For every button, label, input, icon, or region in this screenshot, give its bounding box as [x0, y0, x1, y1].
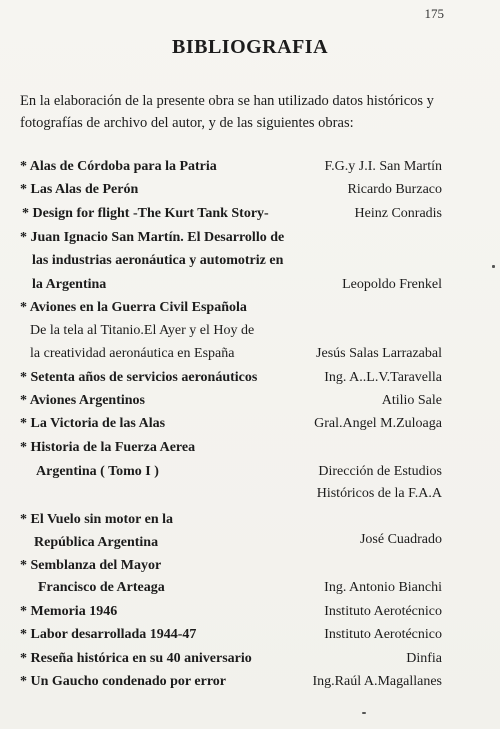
entry-author: Jesús Salas Larrazabal [316, 346, 442, 361]
entry-title-line: * Design for flight -The Kurt Tank Story- [22, 206, 269, 221]
intro-line: En la elaboración de la presente obra se han utilizado datos históricos y [20, 93, 434, 109]
entry-author: Instituto Aerotécnico [324, 627, 442, 642]
entry-title-line: Francisco de Arteaga [38, 580, 165, 595]
entry-author: José Cuadrado [359, 532, 442, 547]
entry-author: F.G.y J.I. San Martín [324, 159, 442, 174]
entry-author: Ing.Raúl A.Magallanes [312, 674, 442, 689]
page-number: 175 [424, 6, 444, 21]
entry-subtitle-line: la creatividad aeronáutica en España [30, 346, 235, 361]
entry-title-line: Argentina ( Tomo I ) [36, 464, 159, 479]
entry-title-line: las industrias aeronáutica y automotriz en [32, 253, 284, 268]
entry-author: Ing. Antonio Bianchi [324, 580, 442, 595]
entry-author: Leopoldo Frenkel [342, 277, 442, 292]
print-speck [492, 265, 495, 268]
entry-author: Heinz Conradis [354, 206, 442, 221]
entry-author: Dirección de Estudios [318, 464, 442, 479]
entry-author: Instituto Aerotécnico [324, 604, 442, 619]
intro-line: fotografías de archivo del autor, y de las siguientes obras: [20, 115, 354, 131]
entry-title-line: * Las Alas de Perón [20, 182, 139, 197]
entry-subtitle-line: De la tela al Titanio.El Ayer y el Hoy de [30, 323, 255, 338]
entry-title-line: * Labor desarrollada 1944-47 [20, 627, 197, 642]
entry-title-line: * Setenta años de servicios aeronáuticos [20, 370, 258, 385]
print-speck [362, 712, 366, 714]
entry-title-line: República Argentina [34, 535, 159, 550]
page-title: BIBLIOGRAFIA [171, 36, 329, 58]
entry-author: Históricos de la F.A.A [316, 486, 442, 501]
entry-title-line: * Aviones en la Guerra Civil Española [20, 300, 247, 315]
entry-author: Ing. A..L.V.Taravella [324, 370, 442, 385]
entry-title-line: * Aviones Argentinos [20, 393, 145, 408]
entry-title-line: * La Victoria de las Alas [20, 416, 166, 431]
entry-title-line: la Argentina [32, 277, 107, 292]
entry-title-line: * Historia de la Fuerza Aerea [20, 440, 196, 455]
entry-author: Ricardo Burzaco [347, 182, 442, 197]
entry-title-line: * Reseña histórica en su 40 aniversario [20, 651, 252, 666]
entry-title-line: * Juan Ignacio San Martín. El Desarrollo de [20, 230, 285, 245]
entry-title-line: * Alas de Córdoba para la Patria [20, 159, 217, 174]
entry-title-line: * Un Gaucho condenado por error [20, 674, 226, 689]
entry-title-line: * Memoria 1946 [20, 604, 118, 619]
entry-author: Dinfia [406, 651, 442, 666]
entry-title-line: * Semblanza del Mayor [20, 558, 162, 573]
entry-author: Gral.Angel M.Zuloaga [314, 416, 442, 431]
entry-title-line: * El Vuelo sin motor en la [20, 512, 173, 527]
entry-author: Atilio Sale [381, 393, 442, 408]
